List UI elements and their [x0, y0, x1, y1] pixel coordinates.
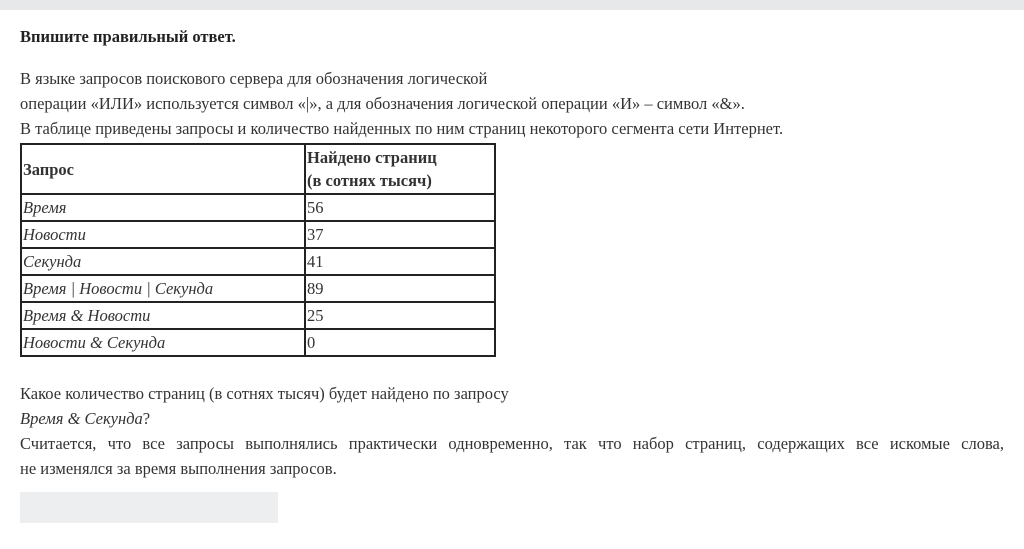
note-line: не изменялся за время выполнения запросов.: [20, 459, 337, 478]
task-content: [20, 26, 1004, 481]
table-row: [21, 194, 495, 221]
intro-line: В языке запросов поискового сервера для обозначения логической: [20, 69, 488, 88]
table-row: [21, 221, 495, 248]
query-cell: Новости: [21, 221, 305, 248]
query-cell: Время | Новости | Секунда: [21, 275, 305, 302]
found-cell: 37: [305, 221, 495, 248]
task-intro: [20, 66, 1004, 141]
query-cell: Время & Новости: [21, 302, 305, 329]
found-cell: 25: [305, 302, 495, 329]
table-row: [21, 275, 495, 302]
query-cell: Новости & Секунда: [21, 329, 305, 356]
found-cell: 41: [305, 248, 495, 275]
question-block: [20, 381, 1004, 481]
header-query: Запрос: [21, 144, 305, 194]
table-row: [21, 248, 495, 275]
question-query: Время & Секунда: [20, 409, 143, 428]
top-bar: [0, 0, 1024, 10]
question-query-line: [20, 406, 1004, 431]
query-cell: Время: [21, 194, 305, 221]
query-table: [20, 143, 496, 357]
query-cell: Секунда: [21, 248, 305, 275]
intro-line: В таблице приведены запросы и количество найденных по ним страниц некоторого сегмента сети Интернет.: [20, 119, 784, 138]
intro-line: операции «ИЛИ» используется символ «|», а для обозначения логической операции «И» – символ «&».: [20, 94, 745, 113]
answer-input[interactable]: [20, 492, 278, 523]
task-heading: Впишите правильный ответ.: [20, 27, 236, 46]
table-row: [21, 329, 495, 356]
question-mark: ?: [142, 409, 151, 428]
table-row: [21, 302, 495, 329]
found-cell: 56: [305, 194, 495, 221]
header-found-line1: Найдено страниц: [307, 148, 437, 167]
table-header-row: [21, 144, 495, 194]
header-found-line2: (в сотнях тысяч): [307, 171, 432, 190]
found-cell: 89: [305, 275, 495, 302]
found-cell: 0: [305, 329, 495, 356]
question-line: Какое количество страниц (в сотнях тысяч) будет найдено по запросу: [20, 384, 509, 403]
note-line: Считается, что все запросы выполнялись практически одновременно, так что набор страниц, содержащих все искомые слова,: [20, 434, 1004, 453]
header-found: [305, 144, 495, 194]
